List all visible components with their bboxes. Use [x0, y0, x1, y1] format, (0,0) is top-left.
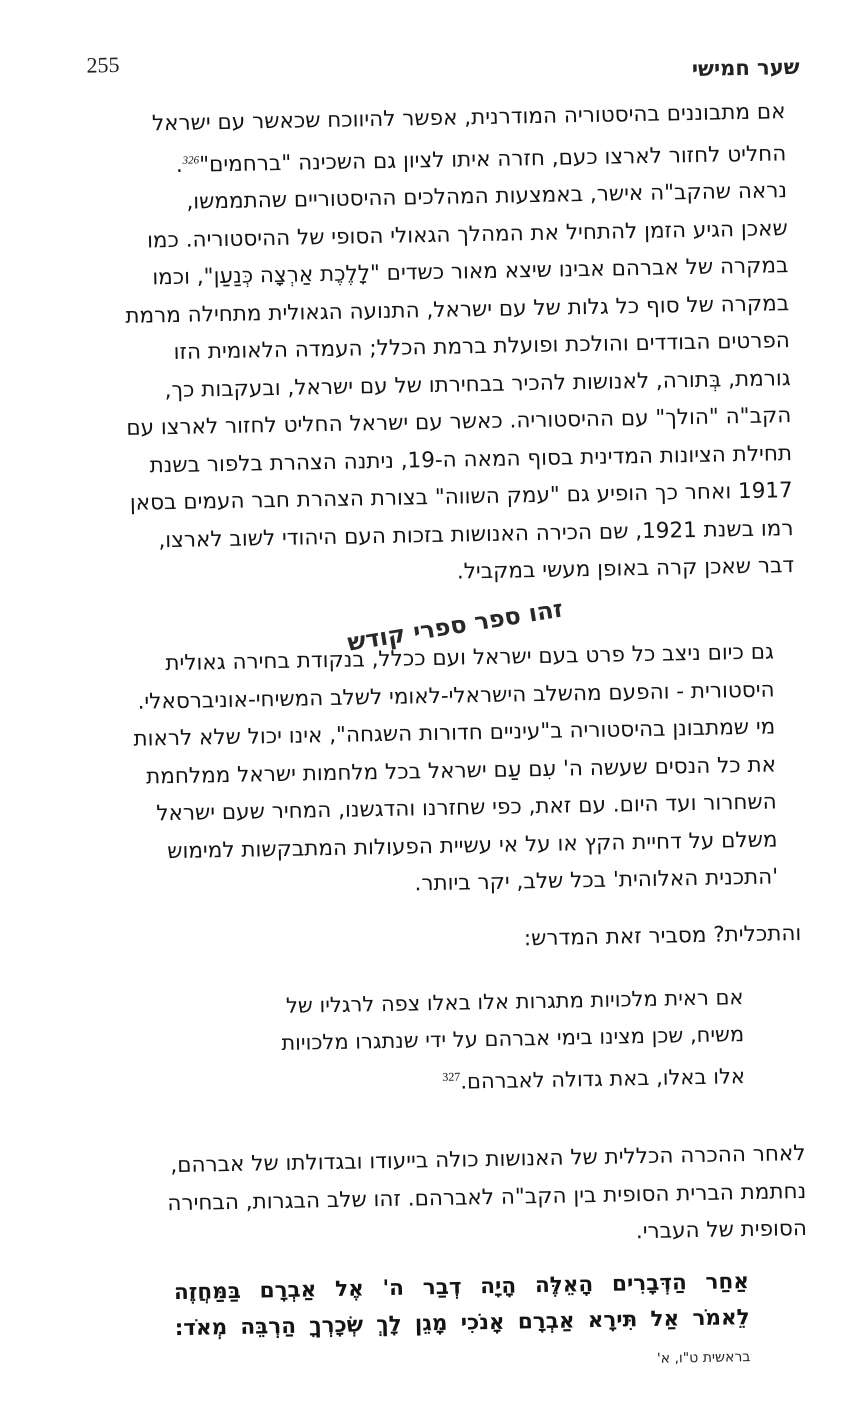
bible-verse [174, 1264, 750, 1347]
quote-line: אם ראית מלכויות מתגרות אלו באלו צפה לרגליו של [285, 985, 744, 1018]
verse-source: בראשית ט"ו, א' [656, 1349, 751, 1367]
text-line: משלם על דחיית הקץ או על אי עשיית הפעולות המתבקשות למימוש [166, 826, 778, 864]
text-line: הסופית של העברי. [635, 1215, 808, 1245]
text-line: הפרטים הבודדים והולכת ופועלת ברמת הכלל; העמדה הלאומית הזו [173, 328, 791, 366]
quote-line: אלו באלו, באת גדולה לאברהם.$^{327}$ [442, 1064, 746, 1094]
text-line: אם מתבוננים בהיסטוריה המודרנית, אפשר להיווכח שכאשר עם ישראל [151, 99, 786, 137]
text-line: תחילת הציונות המדינית בסוף המאה ה-19, ניתנה הצהרת בלפור בשנת [149, 440, 793, 479]
page-number: 255 [86, 51, 120, 78]
text-line: רמו בשנת 1921, שם הכירה האנושות בזכות העם היהודי לשוב לארצו, [158, 515, 794, 553]
text-line: נראה שהקב"ה אישר, באמצעות המהלכים ההיסטוריים שהתממשו, [186, 178, 788, 215]
text-line: גם כיום ניצב כל פרט בעם ישראל ועם ככלל, בנקודת בחירה גאולית [165, 639, 775, 677]
text-line: 'התכנית האלוהית' בכל שלב, יקר ביותר. [414, 864, 779, 897]
text-line: דבר שאכן קרה באופן מעשי במקביל. [456, 553, 795, 585]
text-line: היסטורית - והפעם מהשלב הישראלי-לאומי לשלב המשיחי-אוניברסאלי. [137, 676, 775, 715]
text-line: 1917 ואחר כך הופיע גם "עמק השווה" בצורת הצהרת חבר העמים בסאן [129, 478, 793, 516]
midrash-quote [168, 979, 745, 1106]
paragraph-3 [99, 915, 802, 966]
paragraph-4 [103, 1135, 807, 1261]
text-line: לאחר ההכרה הכללית של האנושות כולה בייעודו ובגדולתו של אברהם, [170, 1140, 806, 1179]
text-line: במקרה של אברהם אבינו שיצא מאור כשדים "לָלֶכֶת אַרְצָה כְּנַעַן", וכמו [152, 253, 789, 291]
text-line: והתכלית? מסביר זאת המדרש: [523, 921, 802, 952]
text-line: השחרור ועד היום. עם זאת, כפי שחזרנו והדגשנו, המחיר שעם ישראל [156, 789, 777, 827]
text-line: גורמת, בְּתורה, לאנושות להכיר בבחירתו של עם ישראל, ובעקבות כך, [164, 365, 791, 403]
text-line: הקב"ה "הולך" עם ההיסטוריה. כאשר עם ישראל החליט לחזור לארצו עם [126, 403, 792, 442]
text-line: החליט לחזור לארצו כעם, חזרה איתו לציון גם השכינה "ברחמים"$^{326}$. [175, 140, 787, 178]
footnote-ref: 327 [442, 1069, 461, 1084]
quote-line: משיח, שכן מצינו בימי אברהם על ידי שנתגרו מלכויות [281, 1022, 745, 1056]
text-line: במקרה של סוף כל גלות של עם ישראל, התנועה הגאולית מתחילה מרמת [125, 290, 790, 329]
text-line: מי שמתבונן בהיסטוריה ב"עיניים חדורות השגחה", אינו יכול שלא לראות [133, 714, 776, 752]
text-line: נחתמת הברית הסופית בין הקב"ה לאברהם. זהו שלב הבגרות, הבחירה [167, 1178, 807, 1216]
running-header: שער חמישי [691, 54, 800, 81]
text-line: שאכן הגיע הזמן להתחיל את המהלך הגאולי הסופי של ההיסטוריה. כמו [146, 215, 788, 254]
text-line: את כל הנסים שעשה ה' עִם עַם ישראל בכל מלחמות ישראל ממלחמת [145, 751, 777, 790]
verse-line: לֵאמֹר אַל תִּירָא אַבְרָם אָנֹכִי מָגֵן לָךְ שְׂכָרְךָ הַרְבֵּה מְאֹד: [174, 1305, 750, 1342]
verse-line: אַחַר הַדְּבָרִים הָאֵלֶּה הָיָה דְבַר ה' אֶל אַבְרָם בַּמַּחֲזֶה [173, 1269, 750, 1306]
paragraph-1 [83, 93, 794, 598]
paragraph-2 [94, 633, 801, 909]
watermark-stamp: זהו ספר ספרי קודש [345, 594, 565, 657]
footnote-ref: 326 [182, 153, 200, 167]
